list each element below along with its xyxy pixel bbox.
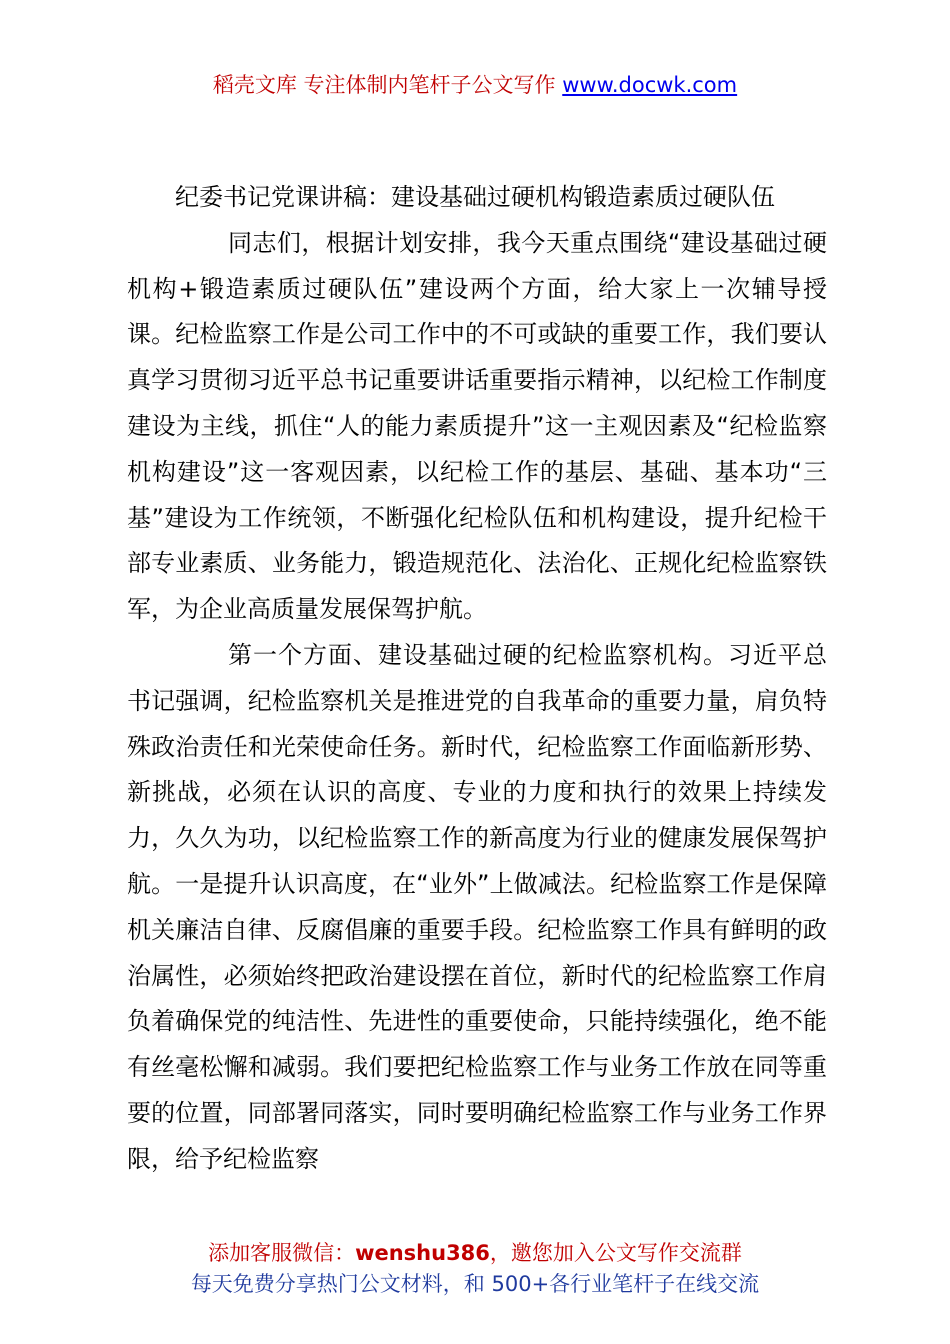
page-header — [0, 70, 950, 100]
paragraph-section-one: 第一个方面、建设基础过硬的纪检监察机构。习近平总书记强调，纪检监察机关是推进党的自我革命的重要力量，肩负特殊政治责任和光荣使命任务。新时代，纪检监察工作面临新形势、新挑战，必须在认识的高度、专业的力度和执行的效果上持续发力，久久为功，以纪检监察工作的新高度为行业的健康发展保驾护航。一是提升认识高度，在“业外”上做减法。纪检监察工作是保障机关廉洁自律、反腐倡廉的重要手段。纪检监察工作具有鲜明的政治属性，必须始终把政治建设摆在首位，新时代的纪检监察工作肩负着确保党的纯洁性、先进性的重要使命，只能持续强化，绝不能有丝毫松懈和减弱。我们要把纪检监察工作与业务工作放在同等重要的位置，同部署同落实，同时要明确纪检监察工作与业务工作界限，给予纪检监察 — [127, 640, 827, 1173]
document-body — [127, 175, 827, 1183]
header-site-link[interactable]: www.docwk.com — [562, 73, 738, 97]
footer-wechat-line — [0, 1238, 950, 1269]
footer-wechat-id: wenshu386 — [355, 1241, 490, 1265]
header-brand-text: 稻壳文库 专注体制内笔杆子公文写作 — [212, 73, 556, 97]
page-footer — [0, 1238, 950, 1300]
footer-wechat-prefix: 添加客服微信： — [208, 1241, 356, 1265]
footer-wechat-suffix: ，邀您加入公文写作交流群 — [489, 1241, 742, 1265]
document-title: 纪委书记党课讲稿：建设基础过硬机构锻造素质过硬队伍 — [175, 183, 775, 211]
paragraph-intro: 同志们，根据计划安排，我今天重点围绕“建设基础过硬机构+锻造素质过硬队伍”建设两个方面，给大家上一次辅导授课。纪检监察工作是公司工作中的不可或缺的重要工作，我们要认真学习贯彻习近平总书记重要讲话重要指示精神，以纪检工作制度建设为主线，抓住“人的能力素质提升”这一主观因素及“纪检监察机构建设”这一客观因素，以纪检工作的基层、基础、基本功“三基”建设为工作统领，不断强化纪检队伍和机构建设，提升纪检干部专业素质、业务能力，锻造规范化、法治化、正规化纪检监察铁军，为企业高质量发展保驾护航。 — [127, 228, 827, 624]
footer-share-line: 每天免费分享热门公文材料，和 500+各行业笔杆子在线交流 — [190, 1272, 760, 1296]
